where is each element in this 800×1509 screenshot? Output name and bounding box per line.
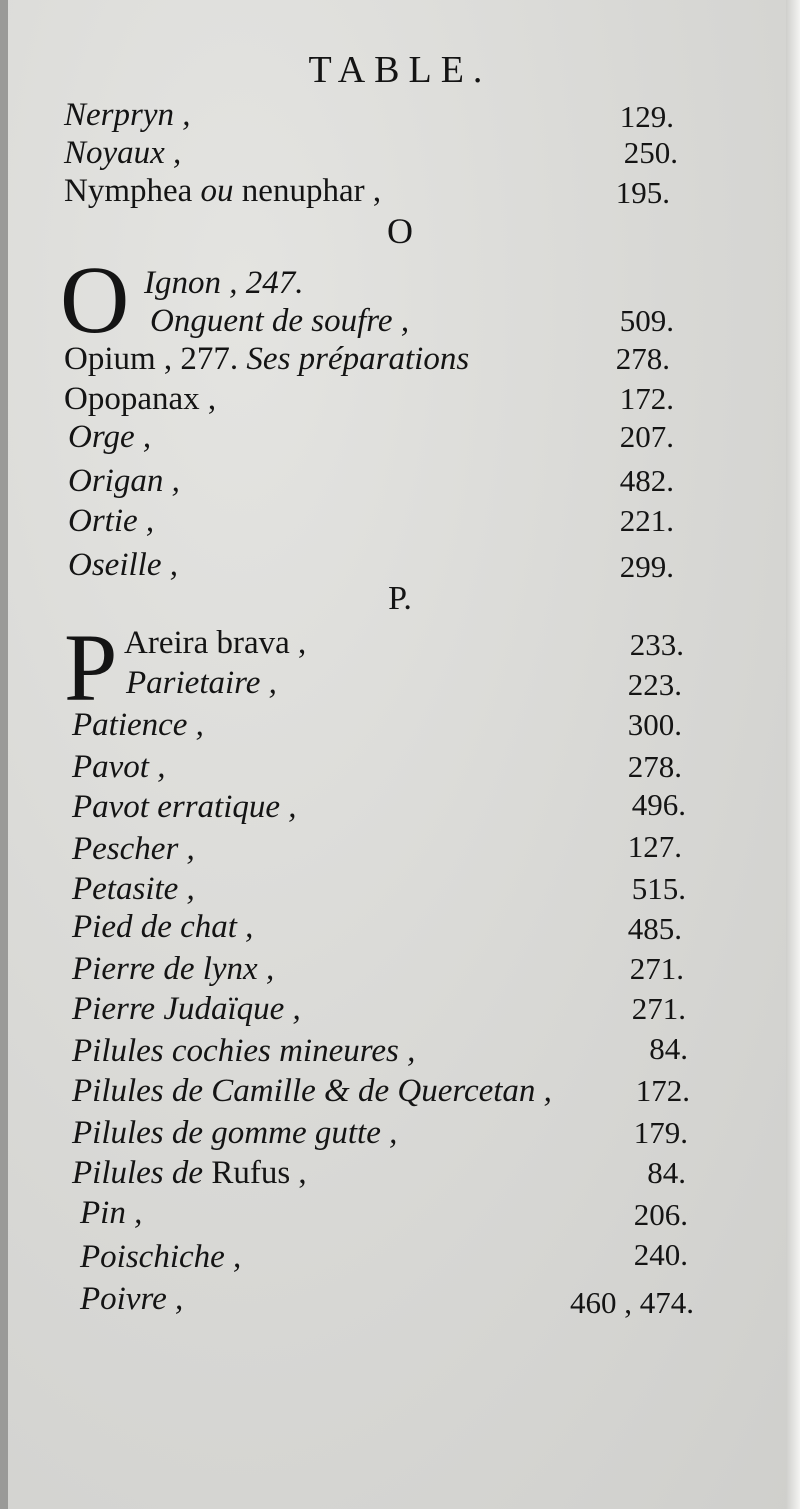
- index-entry: Pilules de gomme gutte ,: [72, 1115, 398, 1151]
- index-page-number: 172.: [635, 1073, 690, 1108]
- index-entry: Ortie ,: [68, 503, 155, 539]
- index-page-number: 496.: [631, 787, 686, 822]
- index-entry: Patience ,: [72, 707, 204, 743]
- index-entry-part: nenuphar ,: [233, 173, 382, 209]
- index-page-number: 221.: [619, 503, 674, 538]
- index-page-number: 240.: [633, 1237, 688, 1272]
- index-entry: [64, 340, 469, 378]
- index-page-number: 460 , 474.: [570, 1285, 694, 1320]
- index-entry: Pavot erratique ,: [72, 789, 297, 825]
- index-entry-part: Nymphea: [64, 173, 201, 209]
- index-entry-part: Opium , 277.: [64, 341, 247, 377]
- index-entry: [64, 172, 381, 210]
- index-entry: Poivre ,: [80, 1281, 184, 1317]
- index-entry: Pin ,: [80, 1195, 143, 1231]
- index-page-number: 233.: [629, 627, 684, 662]
- index-entry: [72, 1154, 307, 1192]
- index-page-number: 278.: [615, 341, 670, 376]
- index-entry: Onguent de soufre ,: [150, 303, 410, 339]
- index-entry: Petasite ,: [72, 871, 195, 907]
- section-letter-o: O: [387, 211, 413, 251]
- index-entry: Pilules cochies mineures ,: [72, 1033, 416, 1069]
- index-entry: Poischiche ,: [80, 1239, 242, 1275]
- index-entry: Origan ,: [68, 463, 180, 499]
- index-entry: Pescher ,: [72, 831, 195, 867]
- index-page-number: 223.: [627, 667, 682, 702]
- index-entry-part: Pilules de: [72, 1155, 212, 1191]
- index-page-number: 84.: [649, 1031, 688, 1066]
- index-entry: Pilules de Camille & de Quercetan ,: [72, 1073, 552, 1109]
- index-entry-part: Ses préparations: [246, 341, 470, 377]
- index-page-number: 206.: [633, 1197, 688, 1232]
- index-page-number: 271.: [629, 951, 684, 986]
- index-page-number: 300.: [627, 707, 682, 742]
- index-page-number: 299.: [619, 549, 674, 584]
- index-page-number: 485.: [627, 911, 682, 946]
- index-page-number: 482.: [619, 463, 674, 498]
- index-page-number: 127.: [627, 829, 682, 864]
- index-entry-part: Rufus ,: [211, 1155, 307, 1191]
- index-entry: Oseille ,: [68, 547, 178, 583]
- index-page-number: 278.: [627, 749, 682, 784]
- section-letter-p: P.: [388, 580, 412, 617]
- index-entry: Opopanax ,: [64, 381, 217, 417]
- index-entry: Areira brava ,: [124, 625, 307, 661]
- index-entry: Pied de chat ,: [72, 909, 254, 945]
- index-page-number: 515.: [631, 871, 686, 906]
- index-page-number: 172.: [619, 381, 674, 416]
- index-page-number: 84.: [647, 1155, 686, 1190]
- index-page-number: 250.: [623, 135, 678, 170]
- index-entry: Pavot ,: [72, 749, 166, 785]
- index-entry: Pierre de lynx ,: [72, 951, 275, 987]
- index-entry: Orge ,: [68, 419, 152, 455]
- index-entry: Pierre Judaïque ,: [72, 991, 301, 1027]
- index-entry: Noyaux ,: [64, 135, 182, 171]
- index-entry: Nerpryn ,: [64, 97, 191, 133]
- index-page-number: 179.: [633, 1115, 688, 1150]
- index-page-number: 509.: [619, 303, 674, 338]
- page-title: TABLE.: [308, 49, 492, 91]
- index-page-number: 195.: [615, 175, 670, 210]
- index-entry: Parietaire ,: [126, 665, 277, 701]
- drop-cap-p: P: [64, 614, 118, 721]
- index-page-number: 207.: [619, 419, 674, 454]
- index-page-number: 271.: [631, 991, 686, 1026]
- drop-cap-o: O: [60, 246, 130, 353]
- index-page-number: 129.: [619, 99, 674, 134]
- index-entry: Ignon , 247.: [144, 265, 304, 301]
- index-entry-part: ou: [200, 173, 234, 209]
